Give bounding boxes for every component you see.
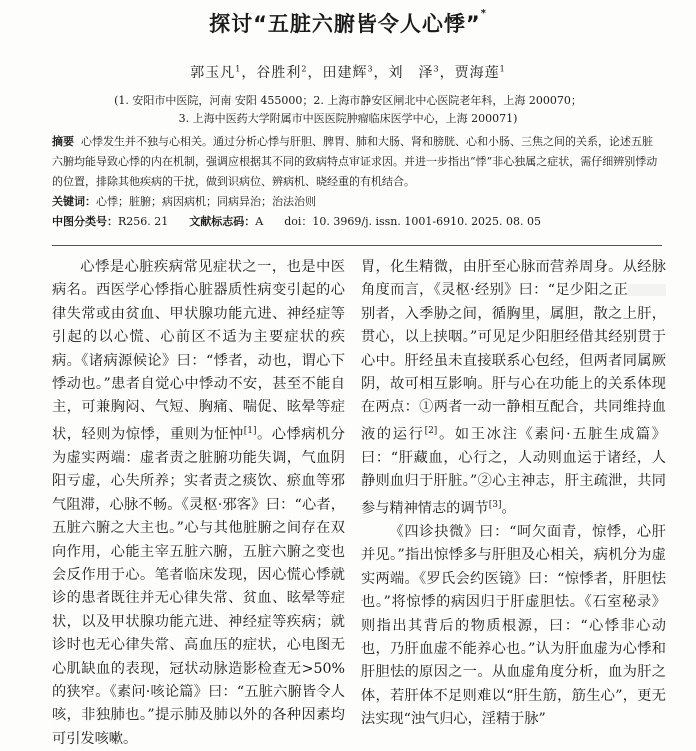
body-paragraph bbox=[361, 521, 666, 732]
affiliation-line-1: (1. 安阳市中医院，河南 安阳 455000；2. 上海市静安区闸北中心医院老年科，上海 200070； bbox=[114, 94, 582, 107]
author-affiliation-mark: 1 bbox=[235, 64, 242, 74]
author bbox=[256, 65, 307, 81]
body-text: 。 bbox=[501, 500, 516, 517]
keywords-label: 关键词： bbox=[52, 195, 96, 208]
citation-ref: [2] bbox=[424, 425, 438, 436]
title-footnote-mark: * bbox=[480, 8, 487, 19]
abstract bbox=[52, 132, 662, 192]
doi: doi：10. 3969/j. issn. 1001-6910. 2025. 08. 05 bbox=[284, 215, 542, 228]
affiliation-line-2: 3. 上海中医药大学附属市中医医院肿瘤临床医学中心，上海 200071) bbox=[178, 112, 518, 125]
doc-code-label: 文献标志码： bbox=[189, 215, 256, 228]
author bbox=[455, 65, 506, 81]
redacted-text bbox=[628, 284, 666, 296]
section-divider bbox=[52, 245, 662, 246]
clc-label: 中图分类号： bbox=[52, 215, 118, 228]
body-column-right bbox=[361, 256, 666, 728]
body-text: 心悸是心脏疾病常见症状之一，也是中医病名。西医学心悸指心脏器质性病变引起的心律失常或由贫血、甲状腺功能亢进、神经症等引起的以心慌、心前区不适为主要症状的疾病。《诸病源候论》曰：“悸者，动也，谓心下悸动也。”患者自觉心中悸动不安，甚至不能自主，可兼胸闷、气短、胸痛、喘促、眩晕等症状，轻则为惊悸，重则为怔忡 bbox=[52, 259, 345, 443]
article-title bbox=[0, 8, 696, 38]
citation-ref: [3] bbox=[488, 499, 502, 510]
body-text: 《四诊抉微》曰：“呵欠面青，惊悸，心肝并见。”指出惊悸多与肝胆及心相关，病机分为虚实两端。《罗氏会约医镜》曰：“惊悸者，肝胆怯也。”将惊悸的病因归于肝虚胆怯。《石室秘录》则指出其背后的物质根源，曰：“心悸非心动也，乃肝血虚不能养心也。”认为肝血虚为心悸和肝胆怯的原因之一。从血虚角度分析，血为肝之体，若肝体不足则难以“肝生筋，筋生心”，更无法实现“浊气归心，淫精于脉” bbox=[361, 523, 666, 728]
author-affiliation-mark: 1 bbox=[499, 64, 506, 74]
author bbox=[190, 65, 241, 81]
author-name: 田建辉 bbox=[322, 65, 368, 81]
author-affiliation-mark: 2 bbox=[301, 64, 308, 74]
keywords bbox=[52, 192, 662, 212]
body-text: 。心悸病机分为虚实两端：虚者责之脏腑功能失调，气血阴阳亏虚，心失所养；实者责之痰饮、瘀血等邪气阻滞，心脉不畅。《灵枢·邪客》曰：“心者，五脏六腑之大主也。”心与其他脏腑之间存在双向作用，心能主宰五脏六腑，五脏六腑之变也会反作用于心。笔者临床发现，因心慌心悸就诊的患者既往并无心律失常、贫血、眩晕等症状，以及甲状腺功能亢进、神经症等疾病；就诊时也无心律失常、高血压的症状，心电图无心肌缺血的表现，冠状动脉造影检查无>50%的狭窄。《素问·咳论篇》曰：“五脏六腑皆令人咳，非独肺也。”提示肺及肺以外的各种因素均可引发咳嗽。 bbox=[52, 426, 345, 747]
author-name: 刘 泽 bbox=[388, 65, 434, 81]
doc-code-value: A bbox=[255, 215, 264, 228]
title-text: 探讨“五脏六腑皆令人心悸” bbox=[209, 12, 481, 36]
author-name: 郭玉凡 bbox=[190, 65, 236, 81]
author-affiliation-mark: 3 bbox=[433, 64, 440, 74]
body-text: 胃，化生精微，由肝至心脉而营养周身。从经脉角度而言，《灵枢·经别》曰：“足少阳之正 bbox=[361, 259, 666, 299]
abstract-label: 摘要 bbox=[52, 135, 74, 148]
author bbox=[389, 65, 440, 81]
body-text: 别者，入季胁之间，循胸里，属胆，散之上肝，贯心，以上挟咽。”可见足少阳胆经借其经别贯于心中。肝经虽未直接联系心包经，但两者同属厥阴，故可相互影响。肝与心在功能上的关系体现在两点：①两者一动一静相互配合，共同维持血液的运行 bbox=[361, 305, 666, 443]
clc-value: R256. 21 bbox=[118, 215, 169, 228]
classification-line bbox=[52, 212, 662, 232]
keywords-text: 心悸；脏腑；病因病机；同病异治；治法治则 bbox=[96, 195, 316, 208]
abstract-section bbox=[52, 132, 662, 232]
body-paragraph bbox=[52, 256, 345, 751]
author bbox=[322, 65, 373, 81]
body-paragraph bbox=[361, 256, 666, 521]
author-name: 贾海莲 bbox=[454, 65, 500, 81]
body-text: 。如王冰注《素问·五脏生成篇》曰：“肝藏血，心行之，人动则血运于诸经，人静则血归于肝脏。”②心主神志，肝主疏泄，共同参与精神情志的调节 bbox=[361, 426, 666, 517]
author-list: 郭玉凡$^1$，谷胜利$^2$，田建辉$^3$，刘 泽$^3$，贾海莲$^1$ bbox=[190, 64, 506, 81]
author-affiliation-mark: 3 bbox=[367, 64, 374, 74]
abstract-text: 心悸发生并不独与心相关。通过分析心悸与肝胆、脾胃、肺和大肠、肾和膀胱、心和小肠、三焦之间的关系，论述五脏六腑均能导致心悸的内在机制，强调应根据其不同的致病特点审证求因。并进一步指出“悸”非心独属之症状，需仔细辨别悸动的位置，排除其他疾病的干扰，做到识病位、辨病机、晓经重的有机结合。 bbox=[52, 135, 658, 188]
citation-ref: [1] bbox=[243, 425, 257, 436]
author-name: 谷胜利 bbox=[256, 65, 302, 81]
body-column-left bbox=[52, 256, 345, 747]
